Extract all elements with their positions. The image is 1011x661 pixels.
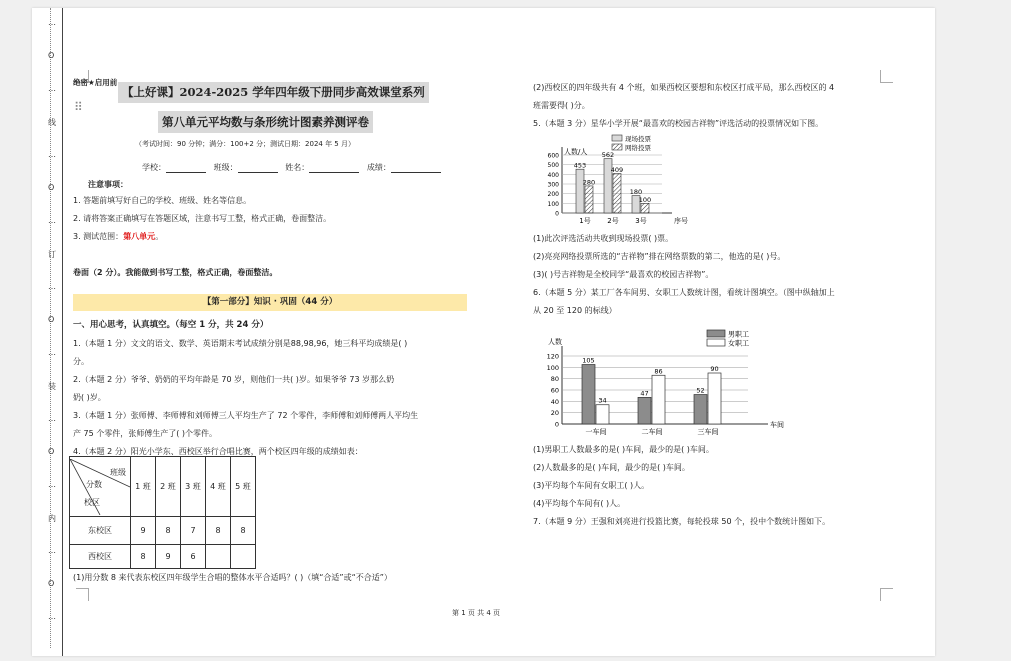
score-table	[69, 456, 256, 569]
section-bar: 【第一部分】知识 · 巩固（44 分）	[73, 294, 467, 311]
bar	[596, 405, 609, 424]
corner-mark	[880, 588, 893, 601]
class-field[interactable]	[238, 163, 278, 173]
table-row	[70, 545, 256, 569]
x-axis-label: 车间	[770, 421, 784, 429]
class-label: 班级：	[213, 163, 238, 172]
table-cell: 6	[181, 545, 206, 569]
binding-mark: 订	[48, 250, 56, 259]
diag-score-label: 分数	[86, 479, 102, 489]
data-label: 100	[638, 195, 652, 204]
bar	[582, 365, 595, 425]
binding-mark: …	[48, 480, 56, 489]
question-1: 1.（本题 1 分）文文的语文、数学、英语期末考试成绩分别是88,98,96，她三科平均成绩是( )	[73, 339, 408, 348]
column-header: 4 班	[206, 457, 231, 517]
legend-swatch	[707, 330, 725, 337]
data-label: 86	[654, 367, 663, 376]
data-label: 105	[582, 356, 595, 365]
notes-heading: 注意事项：	[88, 180, 128, 189]
legend-swatch	[612, 135, 622, 141]
exam-title: 第八单元平均数与条形统计图素养测评卷	[158, 111, 373, 133]
binding-mark: …	[48, 414, 56, 423]
bar	[708, 373, 721, 424]
x-axis-label: 序号	[674, 217, 688, 225]
binding-mark: 装	[48, 382, 56, 391]
question-4-part-2: (2)西校区的四年级共有 4 个班，如果西校区要想和东校区打成平局，那么西校区的 4	[533, 83, 835, 92]
question-2-cont: 奶( )岁。	[73, 393, 106, 402]
table-row	[70, 517, 256, 545]
question-1-cont: 分。	[73, 357, 89, 366]
data-label: 47	[640, 389, 649, 398]
corner-mark	[880, 70, 893, 83]
diag-class-label: 班级	[110, 467, 126, 477]
table-cell: 8	[131, 545, 156, 569]
table-cell: 7	[181, 517, 206, 545]
y-tick-label: 0	[555, 210, 559, 218]
bar	[694, 395, 707, 424]
binding-mark: O	[48, 51, 55, 60]
binding-mark: O	[48, 447, 55, 456]
x-tick-label: 1号	[579, 217, 591, 225]
y-tick-label: 600	[547, 152, 559, 160]
data-label: 280	[582, 178, 596, 187]
name-field[interactable]	[309, 163, 359, 173]
question-4-part-2-cont: 班需要得( )分。	[533, 101, 590, 110]
exam-series-title: 【上好课】2024-2025 学年四年级下册同步高效课堂系列	[118, 82, 429, 103]
exam-meta: （考试时间：90 分钟；满分：100+2 分；测试日期：2024 年 5 月）	[135, 140, 355, 148]
column-header: 3 班	[181, 457, 206, 517]
vote-bar-chart	[532, 133, 702, 225]
legend-label: 网络投票	[625, 144, 651, 152]
question-6: 6.（本题 5 分）某工厂各车间男、女职工人数统计图，看统计图填空。（图中纵轴加上	[533, 288, 835, 297]
y-tick-label: 120	[546, 352, 559, 361]
data-label: 52	[696, 386, 705, 395]
row-header: 西校区	[70, 545, 131, 569]
binding-mark: …	[48, 18, 56, 27]
x-tick-label: 一车间	[585, 428, 607, 436]
document-page	[32, 8, 935, 656]
info-fields	[142, 162, 441, 173]
data-label: 34	[598, 396, 607, 405]
y-tick-label: 0	[554, 420, 559, 429]
neatness-note: 卷面（2 分）。我能做到书写工整，格式正确，卷面整洁。	[73, 268, 278, 277]
score-field[interactable]	[391, 163, 441, 173]
binding-mark: 内	[48, 514, 56, 523]
bar	[638, 397, 651, 424]
question-6-part-2: (2)人数最多的是( )车间，最少的是( )车间。	[533, 463, 690, 472]
x-tick-label: 3号	[635, 217, 647, 225]
test-scope: 第八单元	[123, 232, 156, 241]
school-field[interactable]	[166, 163, 206, 173]
table-cell: 9	[131, 517, 156, 545]
binding-mark: …	[48, 612, 56, 621]
table-cell: 8	[231, 517, 256, 545]
question-6-part-1: (1)男职工人数最多的是( )车间，最少的是( )车间。	[533, 445, 714, 454]
note-1: 1. 答题前填写好自己的学校、班级、姓名等信息。	[73, 196, 252, 205]
corner-mark	[76, 588, 89, 601]
column-header: 5 班	[231, 457, 256, 517]
table-cell	[206, 545, 231, 569]
legend-label: 现场投票	[625, 135, 651, 143]
table-cell: 9	[156, 545, 181, 569]
y-tick-label: 40	[550, 397, 559, 406]
legend-swatch	[612, 144, 622, 150]
question-2: 2.（本题 2 分）爷爷、奶奶的平均年龄是 70 岁，则他们一共( )岁。如果爷爷 73 岁那么奶	[73, 375, 395, 384]
bar	[641, 203, 649, 213]
binding-mark: …	[48, 216, 56, 225]
y-tick-label: 20	[550, 409, 559, 418]
section-heading: 一、用心思考，认真填空。（每空 1 分，共 24 分）	[73, 320, 269, 330]
y-tick-label: 100	[546, 363, 559, 372]
question-5: 5.（本题 3 分）星华小学开展“最喜欢的校园吉祥物”评选活动的投票情况如下图。	[533, 119, 824, 128]
note-2: 2. 请将答案正确填写在答题区域，注意书写工整，格式正确，卷面整洁。	[73, 214, 332, 223]
question-6-cont: 从 20 至 120 的标线）	[533, 306, 617, 315]
x-tick-label: 2号	[607, 217, 619, 225]
drag-handle-icon[interactable]: ⠿	[74, 100, 83, 114]
question-4: 4.（本题 2 分）阳光小学东、西校区举行合唱比赛，两个校区四年级的成绩如表：	[73, 447, 363, 456]
workers-bar-chart	[532, 326, 802, 436]
question-7: 7.（本题 9 分）王强和刘亮进行投篮比赛，每轮投球 50 个，投中个数统计图如下。	[533, 517, 831, 526]
question-3-cont: 产 75 个零件，张师傅生产了( )个零件。	[73, 429, 218, 438]
y-tick-label: 60	[550, 386, 559, 395]
question-5-part-3: (3)( )号吉祥物是全校同学“最喜欢的校园吉祥物”。	[533, 270, 714, 279]
binding-mark: …	[48, 282, 56, 291]
binding-mark: O	[48, 315, 55, 324]
table-cell: 8	[206, 517, 231, 545]
diag-campus-label: 校区	[84, 497, 100, 507]
y-axis-label: 人数/人	[564, 148, 588, 156]
question-5-part-2: (2)亮亮网络投票所选的“吉祥物”排在网络票数的第二，他选的是( )号。	[533, 252, 786, 261]
binding-mark: …	[48, 84, 56, 93]
data-label: 562	[601, 151, 615, 160]
y-tick-label: 200	[547, 191, 559, 199]
name-label: 姓名：	[285, 163, 310, 172]
question-5-part-1: (1)此次评选活动共收到现场投票( )票。	[533, 234, 674, 243]
note-3: 3. 测试范围：第八单元。	[73, 232, 164, 241]
binding-mark: 线	[48, 118, 56, 127]
question-6-part-4: (4)平均每个车间有( )人。	[533, 499, 626, 508]
data-label: 180	[629, 188, 643, 197]
binding-mark: O	[48, 183, 55, 192]
data-label: 453	[573, 161, 587, 170]
binding-mark: …	[48, 546, 56, 555]
column-header: 1 班	[131, 457, 156, 517]
diagonal-header-cell	[70, 457, 131, 517]
legend-label: 女职工	[728, 339, 749, 348]
binding-mark: …	[48, 348, 56, 357]
y-tick-label: 80	[550, 375, 559, 384]
binding-mark: …	[48, 150, 56, 159]
binding-line	[62, 8, 63, 656]
question-4-part-1: (1)用分数 8 来代表东校区四年级学生合唱的整体水平合适吗？( )（填“合适”或“不合适”）	[73, 573, 392, 582]
legend-label: 男职工	[728, 330, 749, 339]
bar	[652, 375, 665, 424]
table-cell	[231, 545, 256, 569]
y-axis-label: 人数	[548, 338, 562, 346]
secret-label: 绝密★启用前	[73, 78, 118, 87]
bar	[613, 173, 621, 213]
x-tick-label: 二车间	[641, 428, 663, 436]
bar	[585, 186, 593, 213]
score-label: 成绩：	[366, 163, 391, 172]
row-header: 东校区	[70, 517, 131, 545]
question-3: 3.（本题 1 分）张师傅、李师傅和刘师傅三人平均生产了 72 个零件，李师傅和刘师傅两人平均生	[73, 411, 419, 420]
page-footer: 第 1 页 共 4 页	[452, 609, 501, 617]
y-tick-label: 500	[547, 162, 559, 170]
column-header: 2 班	[156, 457, 181, 517]
y-tick-label: 300	[547, 181, 559, 189]
question-6-part-3: (3)平均每个车间有女职工( )人。	[533, 481, 650, 490]
x-tick-label: 三车间	[697, 428, 719, 436]
bar	[576, 169, 584, 213]
legend-swatch	[707, 339, 725, 346]
school-label: 学校：	[142, 163, 166, 172]
table-cell: 8	[156, 517, 181, 545]
y-tick-label: 100	[547, 200, 559, 208]
binding-mark: O	[48, 579, 55, 588]
y-tick-label: 400	[547, 171, 559, 179]
data-label: 90	[710, 365, 719, 373]
data-label: 409	[610, 165, 624, 174]
